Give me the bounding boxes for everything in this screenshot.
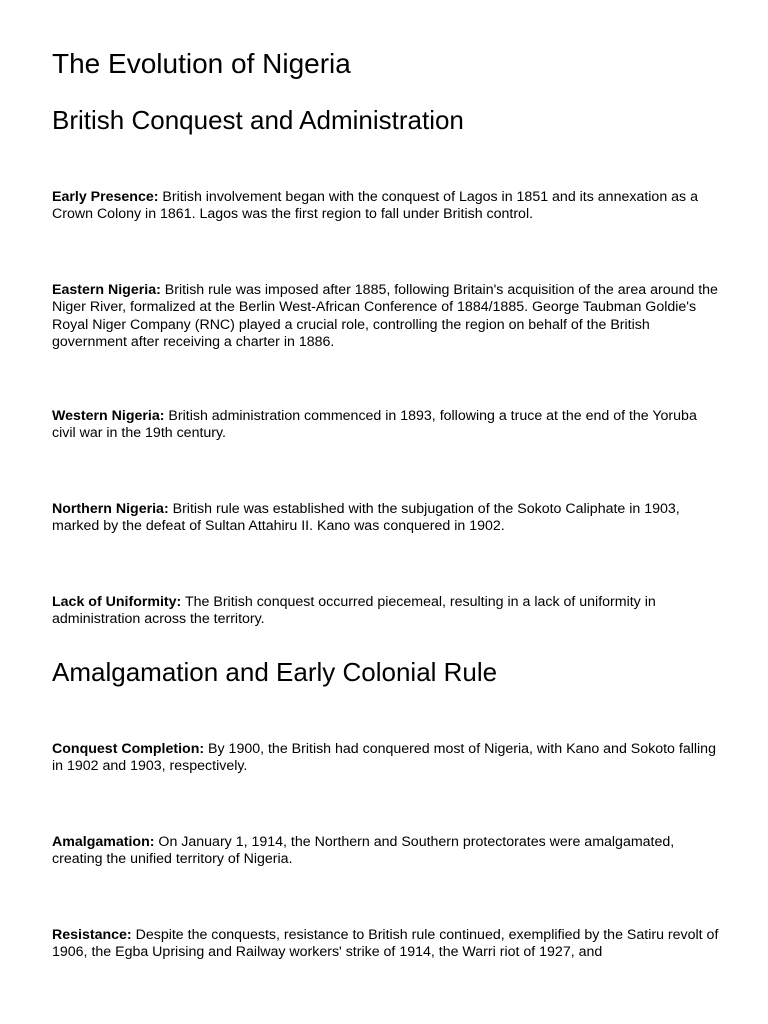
paragraph-term: Resistance: [52,927,132,943]
paragraph-term: Early Presence: [52,189,159,205]
paragraph-western-nigeria [52,408,722,443]
paragraph-text: British rule was established with the subjugation of the Sokoto Caliphate in 1903, marked by the defeat of Sultan Attahiru II. Kano was conquered in 1902. [52,501,680,535]
section-heading-british-conquest: British Conquest and Administration [52,105,464,135]
paragraph-resistance [52,927,722,962]
paragraph-text: By 1900, the British had conquered most of Nigeria, with Kano and Sokoto falling in 1902 and 1903, respectively. [52,741,716,775]
paragraph-text: British administration commenced in 1893, following a truce at the end of the Yoruba civil war in the 19th century. [52,408,697,442]
paragraph-eastern-nigeria [52,282,722,352]
paragraph-northern-nigeria [52,501,722,536]
paragraph-text: British involvement began with the conquest of Lagos in 1851 and its annexation as a Crown Colony in 1861. Lagos was the first region to fall under British control. [52,189,698,223]
paragraph-text: The British conquest occurred piecemeal, resulting in a lack of uniformity in administration across the territory. [52,594,656,628]
paragraph-term: Northern Nigeria: [52,501,169,517]
paragraph-text: Despite the conquests, resistance to British rule continued, exemplified by the Satiru revolt of 1906, the Egba Uprising and Railway workers' strike of 1914, the Warri riot of 1927, and [52,927,719,961]
paragraph-term: Lack of Uniformity: [52,594,182,610]
paragraph-early-presence [52,189,722,224]
paragraph-text: British rule was imposed after 1885, following Britain's acquisition of the area around the Niger River, formalized at the Berlin West-African Conference of 1884/1885. George Taubman Goldie's Royal Niger Company (RNC) played a crucial role, controlling the region on behalf of the British government after receiving a charter in 1886. [52,282,718,351]
section-heading-amalgamation: Amalgamation and Early Colonial Rule [52,657,498,687]
paragraph-amalgamation [52,834,722,869]
paragraph-conquest-completion [52,741,722,776]
paragraph-term: Eastern Nigeria: [52,282,161,298]
paragraph-text: On January 1, 1914, the Northern and Southern protectorates were amalgamated, creating the unified territory of Nigeria. [52,834,675,868]
paragraph-term: Western Nigeria: [52,408,165,424]
document-title: The Evolution of Nigeria [52,48,351,79]
paragraph-term: Conquest Completion: [52,741,205,757]
paragraph-term: Amalgamation: [52,834,155,850]
paragraph-lack-of-uniformity [52,594,722,629]
